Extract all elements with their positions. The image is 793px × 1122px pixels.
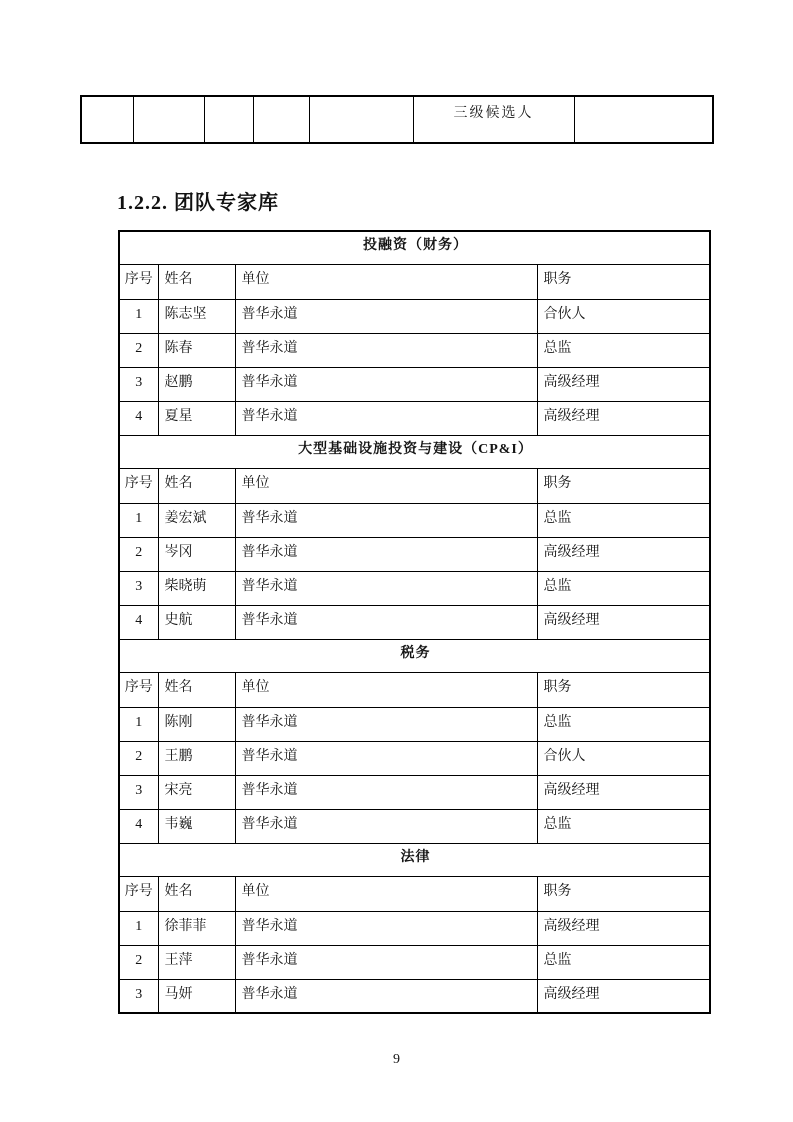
expert-cell: 姜宏斌 [158, 503, 235, 537]
expert-row [119, 741, 710, 775]
expert-header-cell: 单位 [235, 468, 537, 503]
expert-cell: 普华永道 [235, 809, 537, 843]
expert-header-cell: 姓名 [158, 672, 235, 707]
expert-row [119, 401, 710, 435]
expert-cell: 3 [119, 775, 158, 809]
expert-header-cell: 序号 [119, 264, 158, 299]
expert-cell: 普华永道 [235, 979, 537, 1013]
expert-cell: 总监 [537, 945, 710, 979]
expert-cell: 陈刚 [158, 707, 235, 741]
expert-cell: 1 [119, 503, 158, 537]
expert-header-cell: 姓名 [158, 468, 235, 503]
expert-header-cell: 职务 [537, 264, 710, 299]
expert-cell: 4 [119, 605, 158, 639]
expert-cell: 普华永道 [235, 605, 537, 639]
expert-section-title: 大型基础设施投资与建设（CP&I） [119, 435, 710, 468]
expert-header-cell: 单位 [235, 672, 537, 707]
expert-cell: 总监 [537, 333, 710, 367]
expert-table [118, 230, 711, 1014]
table-row [81, 96, 713, 143]
page-number: 9 [393, 1052, 400, 1067]
expert-cell: 4 [119, 809, 158, 843]
expert-header-row [119, 672, 710, 707]
expert-cell: 陈春 [158, 333, 235, 367]
expert-cell: 高级经理 [537, 537, 710, 571]
expert-cell: 高级经理 [537, 911, 710, 945]
expert-header-cell: 姓名 [158, 876, 235, 911]
expert-row [119, 537, 710, 571]
expert-section-title: 税务 [119, 639, 710, 672]
expert-cell: 高级经理 [537, 979, 710, 1013]
expert-cell: 合伙人 [537, 741, 710, 775]
expert-cell: 王鹏 [158, 741, 235, 775]
expert-cell: 1 [119, 707, 158, 741]
expert-cell: 王萍 [158, 945, 235, 979]
expert-header-cell: 职务 [537, 468, 710, 503]
expert-header-cell: 单位 [235, 264, 537, 299]
expert-cell: 柴晓萌 [158, 571, 235, 605]
expert-cell: 普华永道 [235, 911, 537, 945]
expert-cell: 韦巍 [158, 809, 235, 843]
expert-row [119, 945, 710, 979]
table-cell [204, 96, 253, 143]
expert-cell: 总监 [537, 707, 710, 741]
expert-cell: 普华永道 [235, 945, 537, 979]
expert-section-title-row [119, 843, 710, 876]
expert-cell: 高级经理 [537, 401, 710, 435]
table-cell [81, 96, 133, 143]
expert-row [119, 571, 710, 605]
expert-row [119, 775, 710, 809]
expert-section-title-row [119, 639, 710, 672]
expert-cell: 普华永道 [235, 367, 537, 401]
expert-cell: 岑冈 [158, 537, 235, 571]
expert-cell: 普华永道 [235, 333, 537, 367]
expert-cell: 徐菲菲 [158, 911, 235, 945]
expert-cell: 总监 [537, 809, 710, 843]
expert-cell: 合伙人 [537, 299, 710, 333]
expert-header-cell: 序号 [119, 468, 158, 503]
expert-row [119, 367, 710, 401]
expert-cell: 宋亮 [158, 775, 235, 809]
expert-cell: 普华永道 [235, 537, 537, 571]
expert-cell: 2 [119, 741, 158, 775]
expert-cell: 马妍 [158, 979, 235, 1013]
expert-cell: 3 [119, 571, 158, 605]
expert-cell: 普华永道 [235, 503, 537, 537]
expert-header-cell: 职务 [537, 876, 710, 911]
expert-cell: 2 [119, 537, 158, 571]
expert-row [119, 911, 710, 945]
expert-section-title: 法律 [119, 843, 710, 876]
expert-header-cell: 单位 [235, 876, 537, 911]
expert-cell: 总监 [537, 571, 710, 605]
expert-cell: 3 [119, 367, 158, 401]
expert-cell: 2 [119, 945, 158, 979]
expert-cell: 普华永道 [235, 775, 537, 809]
expert-cell: 高级经理 [537, 367, 710, 401]
expert-header-cell: 姓名 [158, 264, 235, 299]
expert-cell: 普华永道 [235, 299, 537, 333]
expert-cell: 普华永道 [235, 707, 537, 741]
expert-cell: 高级经理 [537, 605, 710, 639]
expert-cell: 史航 [158, 605, 235, 639]
expert-row [119, 809, 710, 843]
expert-cell: 普华永道 [235, 741, 537, 775]
expert-cell: 1 [119, 299, 158, 333]
expert-section-title: 投融资（财务） [119, 231, 710, 264]
expert-row [119, 979, 710, 1013]
expert-cell: 普华永道 [235, 401, 537, 435]
expert-header-row [119, 264, 710, 299]
table-cell [309, 96, 413, 143]
expert-row [119, 333, 710, 367]
expert-cell: 赵鹏 [158, 367, 235, 401]
expert-cell: 2 [119, 333, 158, 367]
expert-table-body [119, 231, 710, 1013]
expert-row [119, 299, 710, 333]
expert-cell: 高级经理 [537, 775, 710, 809]
expert-header-row [119, 876, 710, 911]
expert-cell: 总监 [537, 503, 710, 537]
candidate-table-fragment [80, 95, 714, 144]
expert-cell: 普华永道 [235, 571, 537, 605]
expert-row [119, 707, 710, 741]
expert-header-cell: 序号 [119, 672, 158, 707]
expert-cell: 1 [119, 911, 158, 945]
expert-header-row [119, 468, 710, 503]
table-cell [574, 96, 713, 143]
expert-header-cell: 职务 [537, 672, 710, 707]
expert-row [119, 503, 710, 537]
expert-header-cell: 序号 [119, 876, 158, 911]
expert-row [119, 605, 710, 639]
expert-section-title-row [119, 435, 710, 468]
table-cell [253, 96, 309, 143]
candidate-level-cell: 三级候选人 [413, 96, 574, 143]
expert-cell: 3 [119, 979, 158, 1013]
section-heading: 1.2.2. 团队专家库 [117, 192, 279, 214]
expert-cell: 夏星 [158, 401, 235, 435]
expert-cell: 4 [119, 401, 158, 435]
expert-cell: 陈志坚 [158, 299, 235, 333]
expert-section-title-row [119, 231, 710, 264]
table-cell [133, 96, 204, 143]
